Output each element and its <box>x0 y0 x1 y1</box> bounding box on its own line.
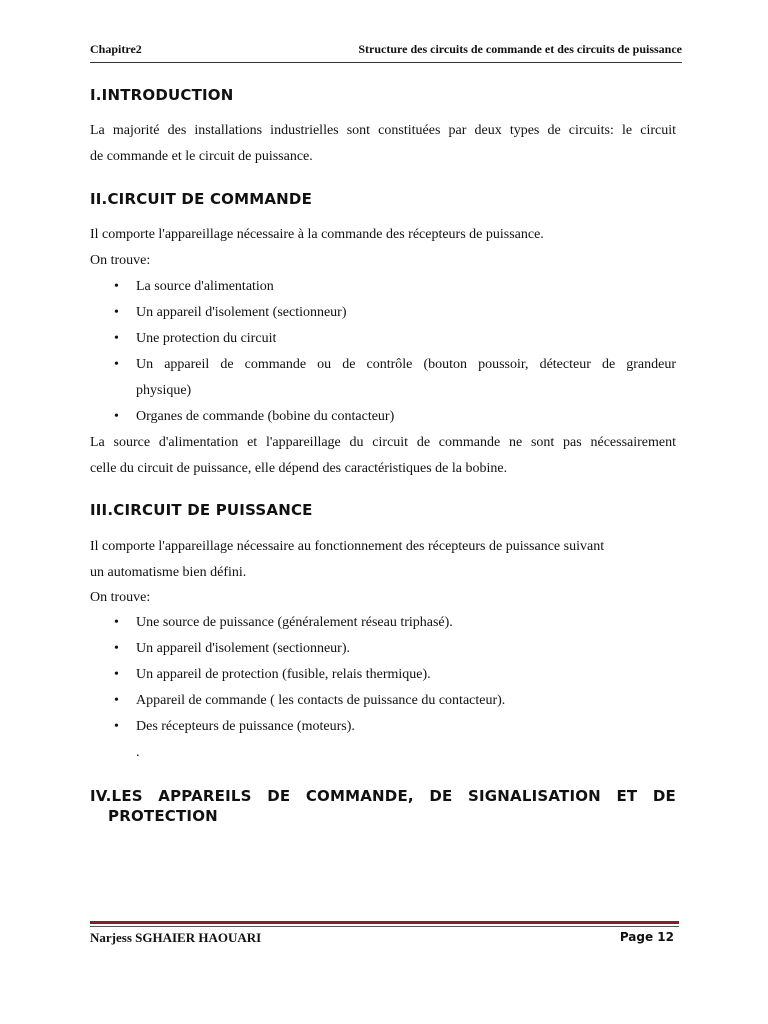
commande-closing-line1: La source d'alimentation et l'appareillage du circuit de commande ne sont pas nécessairement <box>90 435 676 450</box>
puissance-on-trouve: On trouve: <box>90 590 151 605</box>
chapter-label: Chapitre2 <box>90 42 142 56</box>
list-item: Une protection du circuit <box>136 331 277 346</box>
bullet-icon: • <box>114 641 119 656</box>
list-item-continuation: physique) <box>136 383 192 398</box>
bullet-icon: • <box>114 331 119 346</box>
list-item: Organes de commande (bobine du contacteur) <box>136 409 395 424</box>
intro-paragraph-line1: La majorité des installations industrielles sont constituées par deux types de circuits: le circuit <box>90 123 676 138</box>
list-item: Un appareil d'isolement (sectionneur) <box>136 305 347 320</box>
list-item: Un appareil de commande ou de contrôle (bouton poussoir, détecteur de grandeur <box>136 357 676 372</box>
page-header <box>90 42 682 60</box>
intro-paragraph-line2: de commande et le circuit de puissance. <box>90 149 313 164</box>
commande-on-trouve: On trouve: <box>90 253 151 268</box>
heading-introduction: I.INTRODUCTION <box>90 86 234 104</box>
heading-appareils-line2: PROTECTION <box>108 807 218 825</box>
list-item: Appareil de commande ( les contacts de puissance du contacteur). <box>136 693 506 708</box>
list-item: Un appareil de protection (fusible, relais thermique). <box>136 667 431 682</box>
bullet-icon: • <box>114 667 119 682</box>
heading-circuit-commande: II.CIRCUIT DE COMMANDE <box>90 190 313 208</box>
list-item: Un appareil d'isolement (sectionneur). <box>136 641 351 656</box>
page-footer <box>90 930 676 948</box>
chapter-title: Structure des circuits de commande et des circuits de puissance <box>358 42 682 56</box>
footer-divider <box>90 926 679 927</box>
footer-divider-accent <box>90 921 679 924</box>
heading-appareils-line1: IV.LES APPAREILS DE COMMANDE, DE SIGNALISATION ET DE <box>90 787 676 805</box>
list-trailing-dot: . <box>136 745 140 760</box>
list-item: Une source de puissance (généralement réseau triphasé). <box>136 615 453 630</box>
bullet-icon: • <box>114 615 119 630</box>
bullet-icon: • <box>114 279 119 294</box>
header-divider <box>90 62 682 63</box>
bullet-icon: • <box>114 409 119 424</box>
list-item: La source d'alimentation <box>136 279 274 294</box>
heading-appareils <box>90 786 676 826</box>
commande-closing-line2: celle du circuit de puissance, elle dépend des caractéristiques de la bobine. <box>90 461 508 476</box>
bullet-icon: • <box>114 357 119 372</box>
bullet-icon: • <box>114 719 119 734</box>
puissance-paragraph-line2: un automatisme bien défini. <box>90 565 247 580</box>
page-number: Page 12 <box>619 930 674 944</box>
puissance-paragraph-line1: Il comporte l'appareillage nécessaire au fonctionnement des récepteurs de puissance suivant <box>90 539 605 554</box>
heading-circuit-puissance: III.CIRCUIT DE PUISSANCE <box>90 501 313 519</box>
commande-paragraph: Il comporte l'appareillage nécessaire à la commande des récepteurs de puissance. <box>90 227 544 242</box>
footer-author: Narjess SGHAIER HAOUARI <box>90 930 262 945</box>
bullet-icon: • <box>114 693 119 708</box>
bullet-icon: • <box>114 305 119 320</box>
list-item: Des récepteurs de puissance (moteurs). <box>136 719 355 734</box>
